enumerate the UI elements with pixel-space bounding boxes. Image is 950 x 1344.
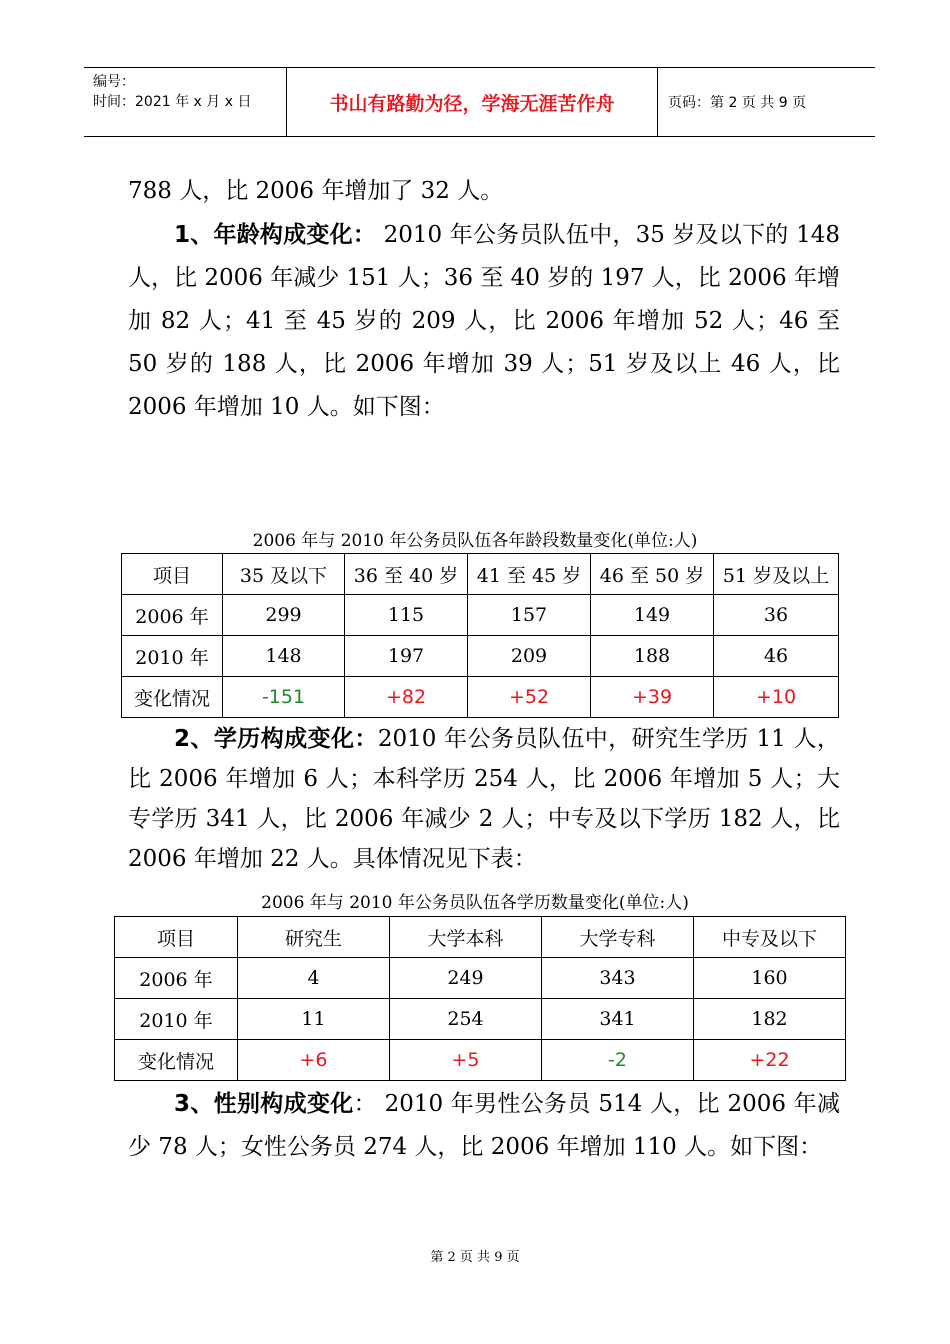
section-education-heading: 2、学历构成变化： bbox=[174, 726, 378, 752]
section-age-paragraph bbox=[128, 214, 840, 429]
education-table-header-row bbox=[115, 917, 846, 958]
document-time-label: 时间：2021 年 x 月 x 日 bbox=[93, 94, 252, 110]
education-table-value-cell: 249 bbox=[390, 958, 542, 999]
age-table-value-cell: -151 bbox=[223, 677, 345, 718]
age-table-value-cell: 115 bbox=[345, 595, 468, 636]
age-table-row-label: 2006 年 bbox=[122, 595, 223, 636]
age-table-value-cell: 149 bbox=[591, 595, 714, 636]
section-education-paragraph bbox=[128, 719, 840, 879]
age-table-header-cell: 41 至 45 岁 bbox=[468, 554, 591, 595]
education-table-row-label: 2010 年 bbox=[115, 999, 238, 1040]
age-table-header-cell: 36 至 40 岁 bbox=[345, 554, 468, 595]
education-table-value-cell: 4 bbox=[238, 958, 390, 999]
education-table-value-cell: +5 bbox=[390, 1040, 542, 1081]
age-table-header-cell: 51 岁及以上 bbox=[714, 554, 839, 595]
education-table-value-cell: 343 bbox=[542, 958, 694, 999]
education-table-value-cell: 160 bbox=[694, 958, 846, 999]
age-table-value-cell: +82 bbox=[345, 677, 468, 718]
table-row bbox=[122, 677, 839, 718]
age-table-header-cell: 35 及以下 bbox=[223, 554, 345, 595]
age-table-row-label: 变化情况 bbox=[122, 677, 223, 718]
age-table-value-cell: +10 bbox=[714, 677, 839, 718]
age-table-value-cell: 148 bbox=[223, 636, 345, 677]
header-page-label: 页码：第 2 页 共 9 页 bbox=[668, 95, 807, 111]
age-table-value-cell: +39 bbox=[591, 677, 714, 718]
education-table-value-cell: 182 bbox=[694, 999, 846, 1040]
table-row bbox=[115, 999, 846, 1040]
education-table-header-cell: 研究生 bbox=[238, 917, 390, 958]
education-table-value-cell: 341 bbox=[542, 999, 694, 1040]
education-table-caption: 2006 年与 2010 年公务员队伍各学历数量变化(单位:人) bbox=[261, 893, 689, 913]
table-row bbox=[122, 595, 839, 636]
table-row bbox=[122, 636, 839, 677]
section-gender-colon: ： bbox=[353, 1091, 377, 1117]
education-table-row-label: 2006 年 bbox=[115, 958, 238, 999]
age-table-value-cell: 157 bbox=[468, 595, 591, 636]
age-table-value-cell: +52 bbox=[468, 677, 591, 718]
section-gender-text: 2010 年男性公务员 514 人，比 2006 年减少 78 人；女性公务员 274 人，比 2006 年增加 110 人。如下图： bbox=[128, 1091, 840, 1160]
education-table-value-cell: -2 bbox=[542, 1040, 694, 1081]
document-number-label: 编号： bbox=[93, 74, 135, 90]
age-table-value-cell: 46 bbox=[714, 636, 839, 677]
page-footer: 第 2 页 共 9 页 bbox=[430, 1250, 520, 1265]
header-motto: 书山有路勤为径，学海无涯苦作舟 bbox=[286, 68, 658, 136]
education-table-value-cell: +6 bbox=[238, 1040, 390, 1081]
age-table-value-cell: 36 bbox=[714, 595, 839, 636]
age-change-table bbox=[121, 553, 839, 718]
education-table-header-cell: 项目 bbox=[115, 917, 238, 958]
age-table-header-cell: 46 至 50 岁 bbox=[591, 554, 714, 595]
age-table-caption: 2006 年与 2010 年公务员队伍各年龄段数量变化(单位:人) bbox=[252, 531, 698, 551]
education-change-table bbox=[114, 916, 846, 1081]
education-table-value-cell: +22 bbox=[694, 1040, 846, 1081]
education-table-row-label: 变化情况 bbox=[115, 1040, 238, 1081]
page-header bbox=[84, 67, 875, 137]
education-table-value-cell: 11 bbox=[238, 999, 390, 1040]
age-table-value-cell: 209 bbox=[468, 636, 591, 677]
age-table-value-cell: 299 bbox=[223, 595, 345, 636]
age-table-value-cell: 197 bbox=[345, 636, 468, 677]
age-table-value-cell: 188 bbox=[591, 636, 714, 677]
header-meta bbox=[84, 68, 286, 136]
education-table-header-cell: 中专及以下 bbox=[694, 917, 846, 958]
education-table-value-cell: 254 bbox=[390, 999, 542, 1040]
section-gender-paragraph bbox=[128, 1083, 840, 1169]
education-table-header-cell: 大学专科 bbox=[542, 917, 694, 958]
age-table-header-row bbox=[122, 554, 839, 595]
age-table-row-label: 2010 年 bbox=[122, 636, 223, 677]
intro-paragraph: 788 人，比 2006 年增加了 32 人。 bbox=[128, 178, 504, 204]
section-age-text: 2010 年公务员队伍中，35 岁及以下的 148 人，比 2006 年减少 151 人；36 至 40 岁的 197 人，比 2006 年增加 82 人；41 至 45 岁的 209 人，比 2006 年增加 52 人；46 至 50 岁的 188 人，比 2006 年增加 39 人；51 岁及以上 46 人，比 2006 年增加 10 人。如下图： bbox=[128, 222, 840, 420]
age-table-header-cell: 项目 bbox=[122, 554, 223, 595]
table-row bbox=[115, 1040, 846, 1081]
section-age-heading: 1、年龄构成变化： bbox=[174, 222, 377, 248]
section-gender-heading: 3、性别构成变化 bbox=[174, 1091, 354, 1117]
table-row bbox=[115, 958, 846, 999]
section-education-text: 2010 年公务员队伍中，研究生学历 11 人，比 2006 年增加 6 人；本科学历 254 人，比 2006 年增加 5 人；大专学历 341 人，比 2006 年减少 2 人；中专及以下学历 182 人，比 2006 年增加 22 人。具体情况见下表： bbox=[128, 726, 840, 872]
education-table-header-cell: 大学本科 bbox=[390, 917, 542, 958]
